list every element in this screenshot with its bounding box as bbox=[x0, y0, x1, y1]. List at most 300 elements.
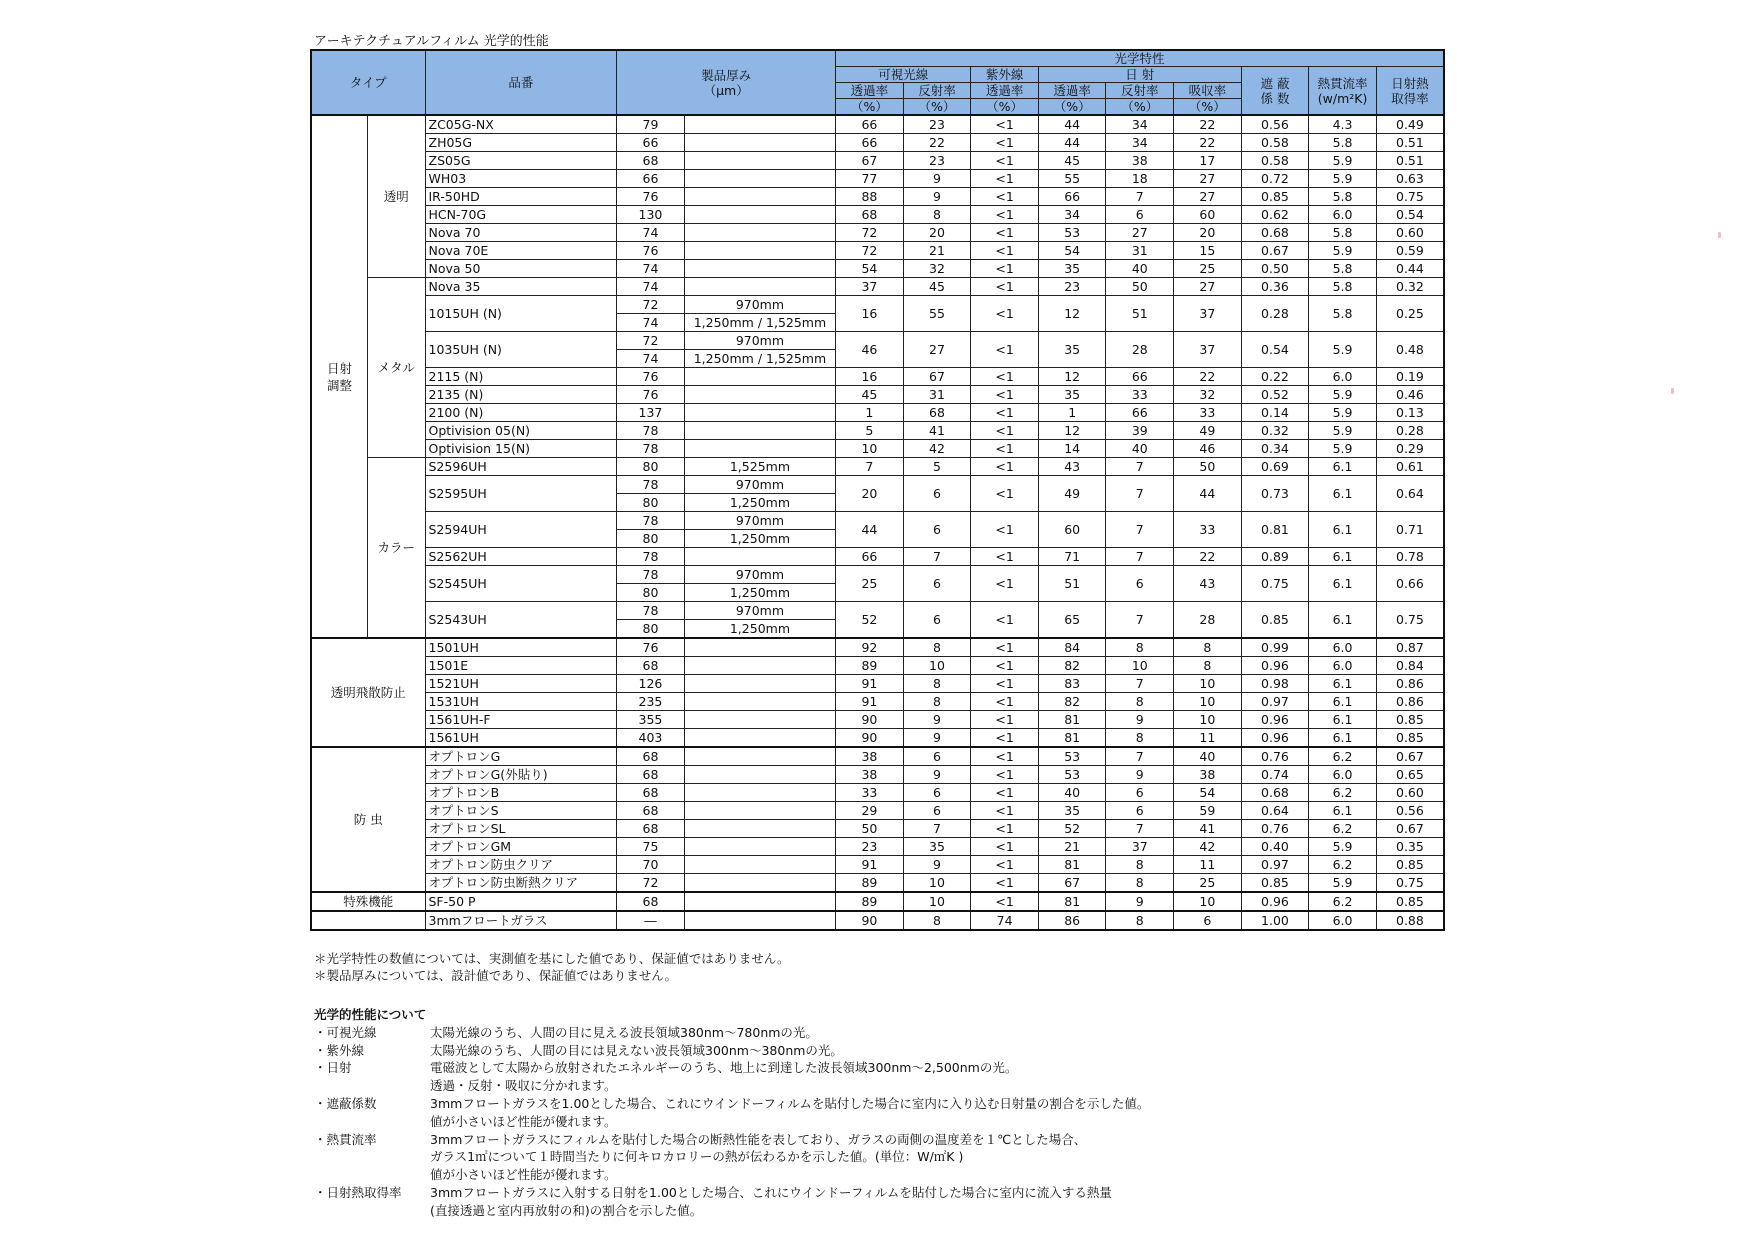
sol-refl: 7 bbox=[1106, 602, 1174, 639]
product-name: S2543UH bbox=[425, 602, 617, 639]
header-sol-trans: 透過率 bbox=[1038, 83, 1106, 99]
product-name: 1521UH bbox=[425, 675, 617, 693]
roll-width bbox=[684, 657, 835, 675]
sol-abs: 46 bbox=[1174, 440, 1242, 458]
vis-refl: 23 bbox=[903, 152, 971, 170]
table-row bbox=[311, 206, 1444, 224]
sol-refl: 66 bbox=[1106, 404, 1174, 422]
uv-trans: <1 bbox=[971, 512, 1039, 548]
roll-width bbox=[684, 892, 835, 911]
sol-refl: 50 bbox=[1106, 278, 1174, 296]
sol-trans: 54 bbox=[1038, 242, 1106, 260]
shading-coef: 0.34 bbox=[1241, 440, 1309, 458]
roll-width bbox=[684, 548, 835, 566]
sol-refl: 37 bbox=[1106, 838, 1174, 856]
vis-refl: 7 bbox=[903, 820, 971, 838]
thickness: 137 bbox=[617, 404, 685, 422]
thickness: 126 bbox=[617, 675, 685, 693]
shading-coef: 0.52 bbox=[1241, 386, 1309, 404]
sol-trans: 81 bbox=[1038, 711, 1106, 729]
vis-trans: 16 bbox=[836, 368, 904, 386]
shading-coef: 0.98 bbox=[1241, 675, 1309, 693]
heat-transfer: 5.9 bbox=[1309, 422, 1377, 440]
sol-refl: 9 bbox=[1106, 711, 1174, 729]
about-term bbox=[314, 1166, 430, 1184]
roll-width bbox=[684, 820, 835, 838]
table-row bbox=[311, 747, 1444, 766]
sol-abs: 44 bbox=[1174, 476, 1242, 512]
shgc: 0.88 bbox=[1376, 911, 1444, 930]
product-name: S2562UH bbox=[425, 548, 617, 566]
vis-refl: 45 bbox=[903, 278, 971, 296]
shading-coef: 0.58 bbox=[1241, 152, 1309, 170]
uv-trans: <1 bbox=[971, 711, 1039, 729]
product-name: Optivision 15(N) bbox=[425, 440, 617, 458]
shading-coef: 0.96 bbox=[1241, 711, 1309, 729]
vis-refl: 8 bbox=[903, 206, 971, 224]
roll-width bbox=[684, 422, 835, 440]
shgc: 0.25 bbox=[1376, 296, 1444, 332]
table-row bbox=[311, 675, 1444, 693]
uv-trans: <1 bbox=[971, 856, 1039, 874]
sol-refl: 38 bbox=[1106, 152, 1174, 170]
uv-trans: <1 bbox=[971, 134, 1039, 152]
shading-coef: 0.89 bbox=[1241, 548, 1309, 566]
shading-coef: 0.96 bbox=[1241, 892, 1309, 911]
heat-transfer: 6.1 bbox=[1309, 693, 1377, 711]
sol-refl: 7 bbox=[1106, 820, 1174, 838]
shading-coef: 0.97 bbox=[1241, 693, 1309, 711]
vis-trans: 67 bbox=[836, 152, 904, 170]
sol-trans: 53 bbox=[1038, 747, 1106, 766]
shgc: 0.85 bbox=[1376, 856, 1444, 874]
sol-trans: 60 bbox=[1038, 512, 1106, 548]
heat-transfer: 5.9 bbox=[1309, 170, 1377, 188]
thickness: 78 bbox=[617, 566, 685, 584]
sol-abs: 50 bbox=[1174, 458, 1242, 476]
roll-width bbox=[684, 675, 835, 693]
sol-trans: 51 bbox=[1038, 566, 1106, 602]
shgc: 0.29 bbox=[1376, 440, 1444, 458]
roll-width bbox=[684, 856, 835, 874]
shading-coef: 1.00 bbox=[1241, 911, 1309, 930]
vis-refl: 22 bbox=[903, 134, 971, 152]
sol-refl: 7 bbox=[1106, 188, 1174, 206]
about-desc: 太陽光線のうち、人間の目に見える波長領域380nm～780nmの光。 bbox=[430, 1024, 818, 1040]
about-term bbox=[314, 1148, 430, 1166]
product-name: S2595UH bbox=[425, 476, 617, 512]
thickness: 68 bbox=[617, 784, 685, 802]
vis-refl: 6 bbox=[903, 802, 971, 820]
heat-transfer: 6.0 bbox=[1309, 657, 1377, 675]
uv-trans: <1 bbox=[971, 548, 1039, 566]
vis-refl: 8 bbox=[903, 693, 971, 711]
uv-trans: <1 bbox=[971, 332, 1039, 368]
uv-trans: <1 bbox=[971, 458, 1039, 476]
shgc: 0.13 bbox=[1376, 404, 1444, 422]
uv-trans: <1 bbox=[971, 602, 1039, 639]
shgc: 0.59 bbox=[1376, 242, 1444, 260]
uv-trans: <1 bbox=[971, 638, 1039, 657]
sol-refl: 34 bbox=[1106, 134, 1174, 152]
roll-width: 1,250mm bbox=[684, 620, 835, 639]
uv-trans: <1 bbox=[971, 440, 1039, 458]
sol-abs: 40 bbox=[1174, 747, 1242, 766]
sol-abs: 38 bbox=[1174, 766, 1242, 784]
sol-refl: 9 bbox=[1106, 766, 1174, 784]
vis-refl: 6 bbox=[903, 602, 971, 639]
shgc: 0.86 bbox=[1376, 675, 1444, 693]
shading-coef: 0.85 bbox=[1241, 188, 1309, 206]
vis-refl: 9 bbox=[903, 766, 971, 784]
heat-transfer: 5.9 bbox=[1309, 332, 1377, 368]
shgc: 0.67 bbox=[1376, 747, 1444, 766]
vis-refl: 9 bbox=[903, 729, 971, 748]
about-title: 光学的性能について bbox=[314, 1007, 427, 1022]
shading-coef: 0.40 bbox=[1241, 838, 1309, 856]
shading-coef: 0.58 bbox=[1241, 134, 1309, 152]
about-desc: (直接透過と室内再放射の和)の割合を示した値。 bbox=[430, 1202, 703, 1218]
shgc: 0.54 bbox=[1376, 206, 1444, 224]
product-name: HCN-70G bbox=[425, 206, 617, 224]
vis-refl: 8 bbox=[903, 638, 971, 657]
thickness: 76 bbox=[617, 368, 685, 386]
vis-trans: 89 bbox=[836, 874, 904, 893]
shgc: 0.48 bbox=[1376, 332, 1444, 368]
shading-coef: 0.76 bbox=[1241, 747, 1309, 766]
uv-trans: <1 bbox=[971, 188, 1039, 206]
vis-trans: 45 bbox=[836, 386, 904, 404]
sol-trans: 53 bbox=[1038, 224, 1106, 242]
table-row bbox=[311, 856, 1444, 874]
thickness: 80 bbox=[617, 458, 685, 476]
heat-transfer: 5.8 bbox=[1309, 260, 1377, 278]
sol-abs: 10 bbox=[1174, 711, 1242, 729]
roll-width bbox=[684, 838, 835, 856]
roll-width: 970mm bbox=[684, 296, 835, 314]
thickness: 76 bbox=[617, 188, 685, 206]
shading-coef: 0.99 bbox=[1241, 638, 1309, 657]
table-row bbox=[311, 911, 1444, 930]
heat-transfer: 5.8 bbox=[1309, 134, 1377, 152]
sol-abs: 17 bbox=[1174, 152, 1242, 170]
header-heat bbox=[1309, 67, 1377, 116]
heat-transfer: 6.0 bbox=[1309, 911, 1377, 930]
sol-refl: 6 bbox=[1106, 784, 1174, 802]
vis-trans: 72 bbox=[836, 242, 904, 260]
vis-refl: 68 bbox=[903, 404, 971, 422]
sol-abs: 11 bbox=[1174, 729, 1242, 748]
shading-coef: 0.74 bbox=[1241, 766, 1309, 784]
sol-trans: 86 bbox=[1038, 911, 1106, 930]
sol-trans: 1 bbox=[1038, 404, 1106, 422]
header-product: 品番 bbox=[425, 50, 617, 115]
type-cell bbox=[311, 911, 425, 930]
vis-refl: 9 bbox=[903, 711, 971, 729]
roll-width: 1,525mm bbox=[684, 458, 835, 476]
sol-trans: 83 bbox=[1038, 675, 1106, 693]
about-item bbox=[314, 1202, 1149, 1220]
header-thickness bbox=[617, 50, 836, 115]
sol-refl: 40 bbox=[1106, 440, 1174, 458]
shading-coef: 0.54 bbox=[1241, 332, 1309, 368]
shading-coef: 0.72 bbox=[1241, 170, 1309, 188]
footnotes bbox=[314, 950, 790, 984]
sol-refl: 7 bbox=[1106, 476, 1174, 512]
subtype-cell: カラー bbox=[367, 458, 425, 639]
product-name: オプトロンG bbox=[425, 747, 617, 766]
sol-refl: 7 bbox=[1106, 747, 1174, 766]
thickness: 68 bbox=[617, 802, 685, 820]
heat-transfer: 5.9 bbox=[1309, 152, 1377, 170]
thickness: 74 bbox=[617, 314, 685, 332]
uv-trans: <1 bbox=[971, 368, 1039, 386]
vis-refl: 8 bbox=[903, 675, 971, 693]
about-item bbox=[314, 1077, 1149, 1095]
vis-trans: 66 bbox=[836, 115, 904, 134]
product-name: オプトロン防虫断熱クリア bbox=[425, 874, 617, 893]
sol-trans: 14 bbox=[1038, 440, 1106, 458]
thickness: 75 bbox=[617, 838, 685, 856]
table-row bbox=[311, 766, 1444, 784]
header-heat-unit: (w/m²K) bbox=[1317, 90, 1368, 106]
heat-transfer: 6.0 bbox=[1309, 206, 1377, 224]
sol-refl: 6 bbox=[1106, 566, 1174, 602]
table-row bbox=[311, 152, 1444, 170]
shgc: 0.85 bbox=[1376, 729, 1444, 748]
thickness: 66 bbox=[617, 134, 685, 152]
shgc: 0.67 bbox=[1376, 820, 1444, 838]
about-desc: 3mmフロートガラスを1.00とした場合、これにウインドーフィルムを貼付した場合に室内に入り込む日射量の割合を示した値。 bbox=[430, 1095, 1150, 1111]
type-cell: 日射 調整 bbox=[311, 115, 367, 638]
product-name: Nova 35 bbox=[425, 278, 617, 296]
thickness: 68 bbox=[617, 747, 685, 766]
product-name: S2596UH bbox=[425, 458, 617, 476]
product-name: ZS05G bbox=[425, 152, 617, 170]
sol-trans: 44 bbox=[1038, 115, 1106, 134]
about-desc: 3mmフロートガラスに入射する日射を1.00とした場合、これにウインドーフィルムを貼付した場合に室内に流入する熱量 bbox=[430, 1184, 1112, 1200]
heat-transfer: 5.9 bbox=[1309, 386, 1377, 404]
roll-width: 1,250mm / 1,525mm bbox=[684, 314, 835, 332]
thickness: 80 bbox=[617, 530, 685, 548]
table-row bbox=[311, 729, 1444, 748]
table-row bbox=[311, 512, 1444, 530]
product-name: S2545UH bbox=[425, 566, 617, 602]
shgc: 0.35 bbox=[1376, 838, 1444, 856]
uv-trans: <1 bbox=[971, 404, 1039, 422]
sol-abs: 8 bbox=[1174, 657, 1242, 675]
vis-refl: 42 bbox=[903, 440, 971, 458]
shgc: 0.87 bbox=[1376, 638, 1444, 657]
roll-width bbox=[684, 242, 835, 260]
roll-width bbox=[684, 188, 835, 206]
shading-coef: 0.67 bbox=[1241, 242, 1309, 260]
vis-refl: 32 bbox=[903, 260, 971, 278]
about-item bbox=[314, 1131, 1149, 1149]
shgc: 0.63 bbox=[1376, 170, 1444, 188]
uv-trans: <1 bbox=[971, 838, 1039, 856]
about-item bbox=[314, 1148, 1149, 1166]
header-unit: （%） bbox=[1174, 99, 1242, 116]
uv-trans: <1 bbox=[971, 242, 1039, 260]
sol-refl: 6 bbox=[1106, 206, 1174, 224]
about-term bbox=[314, 1113, 430, 1131]
heat-transfer: 6.2 bbox=[1309, 820, 1377, 838]
header-thickness-unit: （μm） bbox=[703, 82, 749, 98]
document-title: アーキテクチュアルフィルム 光学的性能 bbox=[314, 34, 549, 49]
product-name: ZC05G-NX bbox=[425, 115, 617, 134]
sol-refl: 33 bbox=[1106, 386, 1174, 404]
sol-abs: 59 bbox=[1174, 802, 1242, 820]
uv-trans: <1 bbox=[971, 820, 1039, 838]
sol-abs: 10 bbox=[1174, 675, 1242, 693]
table-row bbox=[311, 224, 1444, 242]
heat-transfer: 5.9 bbox=[1309, 838, 1377, 856]
shading-coef: 0.96 bbox=[1241, 657, 1309, 675]
roll-width: 1,250mm bbox=[684, 530, 835, 548]
header-shading-line2: 係 数 bbox=[1260, 90, 1290, 106]
scan-speck bbox=[1718, 232, 1721, 238]
sol-trans: 12 bbox=[1038, 296, 1106, 332]
sol-trans: 44 bbox=[1038, 134, 1106, 152]
header-vis-refl: 反射率 bbox=[903, 83, 971, 99]
heat-transfer: 6.1 bbox=[1309, 512, 1377, 548]
sol-refl: 6 bbox=[1106, 802, 1174, 820]
sol-abs: 41 bbox=[1174, 820, 1242, 838]
sol-abs: 54 bbox=[1174, 784, 1242, 802]
product-name: Nova 70 bbox=[425, 224, 617, 242]
sol-trans: 35 bbox=[1038, 332, 1106, 368]
vis-trans: 37 bbox=[836, 278, 904, 296]
sol-trans: 53 bbox=[1038, 766, 1106, 784]
product-name: IR-50HD bbox=[425, 188, 617, 206]
shgc: 0.78 bbox=[1376, 548, 1444, 566]
roll-width: 1,250mm bbox=[684, 494, 835, 512]
heat-transfer: 6.2 bbox=[1309, 747, 1377, 766]
product-name: 2115 (N) bbox=[425, 368, 617, 386]
roll-width bbox=[684, 802, 835, 820]
sol-trans: 40 bbox=[1038, 784, 1106, 802]
roll-width bbox=[684, 404, 835, 422]
roll-width bbox=[684, 278, 835, 296]
roll-width: 970mm bbox=[684, 476, 835, 494]
shading-coef: 0.73 bbox=[1241, 476, 1309, 512]
about-item bbox=[314, 1184, 1149, 1202]
about-term: ・可視光線 bbox=[314, 1024, 377, 1040]
shgc: 0.75 bbox=[1376, 874, 1444, 893]
sol-trans: 12 bbox=[1038, 422, 1106, 440]
heat-transfer: 6.2 bbox=[1309, 856, 1377, 874]
heat-transfer: 6.0 bbox=[1309, 766, 1377, 784]
roll-width: 970mm bbox=[684, 602, 835, 620]
roll-width bbox=[684, 638, 835, 657]
sol-trans: 23 bbox=[1038, 278, 1106, 296]
roll-width bbox=[684, 115, 835, 134]
thickness: 80 bbox=[617, 620, 685, 639]
vis-trans: 68 bbox=[836, 206, 904, 224]
vis-trans: 54 bbox=[836, 260, 904, 278]
roll-width bbox=[684, 170, 835, 188]
product-name: 1501UH bbox=[425, 638, 617, 657]
roll-width bbox=[684, 224, 835, 242]
shading-coef: 0.32 bbox=[1241, 422, 1309, 440]
sol-trans: 43 bbox=[1038, 458, 1106, 476]
sol-refl: 8 bbox=[1106, 911, 1174, 930]
thickness: 68 bbox=[617, 820, 685, 838]
vis-trans: 10 bbox=[836, 440, 904, 458]
roll-width: 970mm bbox=[684, 566, 835, 584]
sol-trans: 21 bbox=[1038, 838, 1106, 856]
uv-trans: <1 bbox=[971, 115, 1039, 134]
sol-refl: 7 bbox=[1106, 458, 1174, 476]
sol-abs: 22 bbox=[1174, 548, 1242, 566]
type-cell: 特殊機能 bbox=[311, 892, 425, 911]
table-row bbox=[311, 115, 1444, 134]
vis-trans: 7 bbox=[836, 458, 904, 476]
vis-trans: 91 bbox=[836, 693, 904, 711]
table-body bbox=[311, 115, 1444, 930]
shading-coef: 0.96 bbox=[1241, 729, 1309, 748]
table-row bbox=[311, 422, 1444, 440]
table-row bbox=[311, 404, 1444, 422]
about-item bbox=[314, 1024, 1149, 1042]
header-unit: （%） bbox=[836, 99, 904, 116]
heat-transfer: 5.8 bbox=[1309, 278, 1377, 296]
sol-abs: 60 bbox=[1174, 206, 1242, 224]
about-term bbox=[314, 1202, 430, 1220]
uv-trans: <1 bbox=[971, 747, 1039, 766]
header-thickness-label: 製品厚み bbox=[701, 67, 752, 83]
vis-refl: 67 bbox=[903, 368, 971, 386]
heat-transfer: 6.1 bbox=[1309, 548, 1377, 566]
shgc: 0.64 bbox=[1376, 476, 1444, 512]
subtype-cell: メタル bbox=[367, 278, 425, 458]
shgc: 0.51 bbox=[1376, 152, 1444, 170]
sol-trans: 71 bbox=[1038, 548, 1106, 566]
product-name: ZH05G bbox=[425, 134, 617, 152]
shgc: 0.60 bbox=[1376, 784, 1444, 802]
shading-coef: 0.14 bbox=[1241, 404, 1309, 422]
about-desc: 値が小さいほど性能が優れます。 bbox=[430, 1113, 617, 1129]
vis-refl: 10 bbox=[903, 874, 971, 893]
thickness: 74 bbox=[617, 260, 685, 278]
sol-refl: 66 bbox=[1106, 368, 1174, 386]
header-visible: 可視光線 bbox=[836, 67, 971, 83]
uv-trans: <1 bbox=[971, 170, 1039, 188]
thickness: 78 bbox=[617, 602, 685, 620]
sol-abs: 8 bbox=[1174, 638, 1242, 657]
vis-trans: 89 bbox=[836, 657, 904, 675]
shgc: 0.86 bbox=[1376, 693, 1444, 711]
vis-trans: 5 bbox=[836, 422, 904, 440]
sol-refl: 18 bbox=[1106, 170, 1174, 188]
heat-transfer: 5.9 bbox=[1309, 404, 1377, 422]
thickness: 78 bbox=[617, 476, 685, 494]
header-shading-line1: 遮 蔽 bbox=[1260, 75, 1290, 91]
sol-trans: 81 bbox=[1038, 729, 1106, 748]
vis-trans: 38 bbox=[836, 766, 904, 784]
vis-trans: 1 bbox=[836, 404, 904, 422]
product-name: オプトロンS bbox=[425, 802, 617, 820]
thickness: 72 bbox=[617, 332, 685, 350]
roll-width bbox=[684, 206, 835, 224]
shgc: 0.84 bbox=[1376, 657, 1444, 675]
scan-speck bbox=[1671, 388, 1674, 394]
product-name: 1531UH bbox=[425, 693, 617, 711]
shading-coef: 0.97 bbox=[1241, 856, 1309, 874]
product-name: S2594UH bbox=[425, 512, 617, 548]
sol-refl: 7 bbox=[1106, 512, 1174, 548]
